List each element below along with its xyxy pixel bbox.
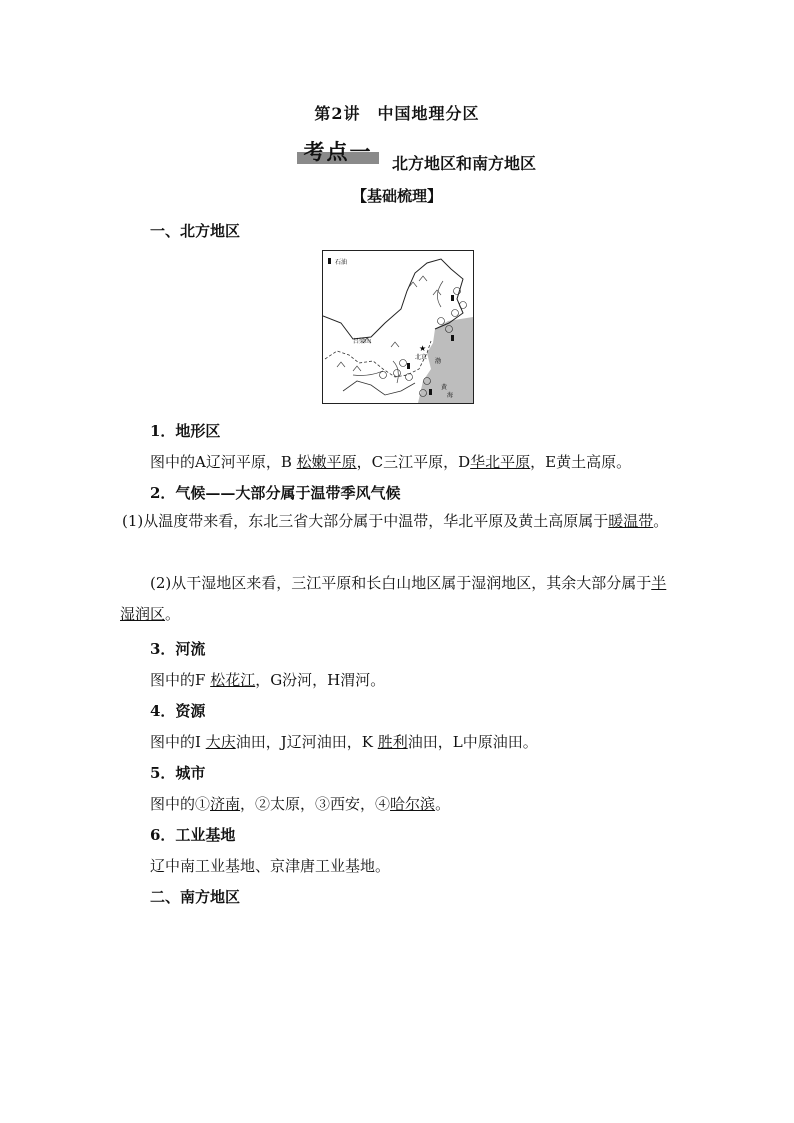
svg-text:★: ★: [419, 344, 427, 353]
lecture-title: 第2讲 中国地理分区: [314, 104, 480, 123]
section-tag: 【基础梳理】: [351, 187, 442, 205]
climate-para-2: (2)从干湿地区来看，三江平原和长白山地区属于湿润地区，其余大部分属于半湿润区。: [120, 574, 667, 623]
map-label-mountain: 吕梁山: [353, 338, 372, 345]
answer-songnen: 松嫩平原: [296, 453, 357, 471]
map-label-bo: 渤: [435, 358, 442, 365]
north-region-map: [322, 250, 474, 404]
heading-resources: 4．资源: [150, 702, 206, 720]
heading-industry: 6．工业基地: [150, 826, 236, 844]
badge-text: 考点一: [303, 139, 373, 164]
map-legend-oil: 石油: [335, 259, 348, 266]
answer-warm-temperate: 暖温带: [608, 512, 654, 530]
answer-daqing: 大庆: [205, 733, 236, 751]
climate-para-1: (1)从温度带来看，东北三省大部分属于中温带，华北平原及黄土高原属于暖温带。: [122, 512, 669, 530]
map-label-hai: 海: [447, 392, 454, 399]
map-label-huang: 黄: [441, 384, 448, 391]
map-label-beijing: 北京: [415, 354, 428, 361]
map-svg: [323, 251, 473, 403]
answer-huabei: 华北平原: [470, 453, 531, 471]
heading-climate: 2．气候——大部分属于温带季风气候: [150, 484, 401, 502]
heading-rivers: 3．河流: [150, 640, 206, 658]
section-heading-north: 一、北方地区: [150, 222, 241, 240]
section-heading-south: 二、南方地区: [150, 888, 241, 906]
topic-badge: [297, 136, 379, 166]
rivers-line: 图中的F 松花江，G汾河，H渭河。: [150, 671, 386, 689]
cities-line: 图中的①济南，②太原，③西安，④哈尔滨。: [150, 795, 451, 813]
topic-title: 北方地区和南方地区: [392, 154, 537, 173]
answer-jinan: 济南: [210, 795, 241, 813]
answer-subhumid: 半湿润区: [120, 574, 667, 623]
answer-harbin: 哈尔滨: [390, 795, 436, 813]
landform-line: 图中的A辽河平原，B 松嫩平原，C三江平原，D华北平原，E黄土高原。: [150, 453, 632, 471]
heading-cities: 5．城市: [150, 764, 206, 782]
answer-songhua: 松花江: [210, 671, 256, 689]
resources-line: 图中的I 大庆油田，J辽河油田，K 胜利油田，L中原油田。: [150, 733, 538, 751]
answer-shengli: 胜利: [377, 733, 408, 751]
heading-landform: 1．地形区: [150, 422, 221, 440]
industry-line: 辽中南工业基地、京津唐工业基地。: [150, 857, 391, 875]
